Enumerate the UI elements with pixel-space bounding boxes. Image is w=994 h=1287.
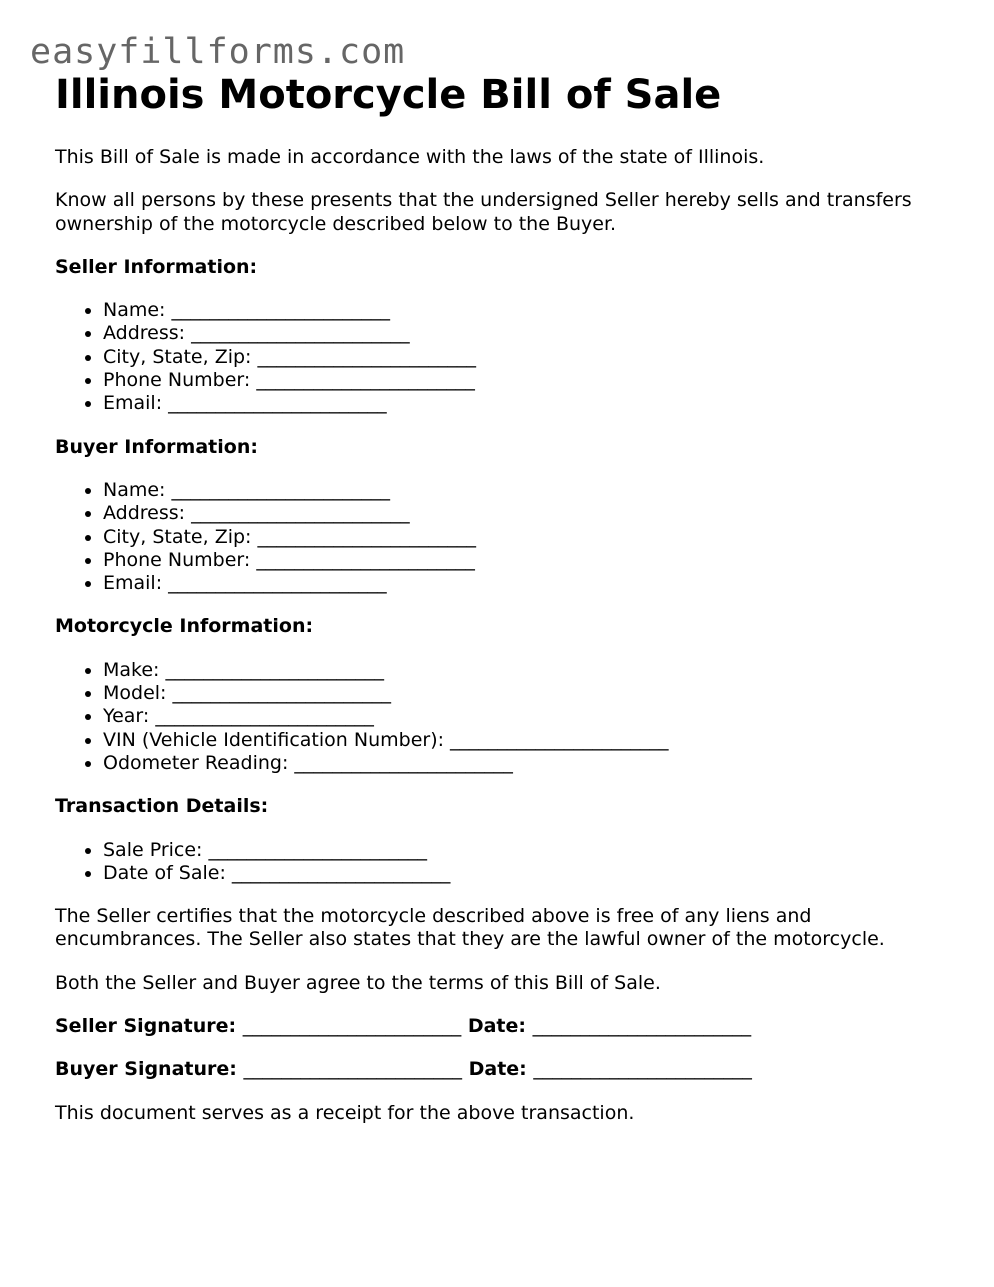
receipt-note: This document serves as a receipt for the above transaction.	[55, 1101, 635, 1124]
motorcycle-year-field: • Year: _______________________	[103, 705, 955, 728]
agreement-paragraph: Both the Seller and Buyer agree to the terms of this Bill of Sale.	[55, 971, 661, 994]
buyer-date-blank: _______________________	[533, 1058, 752, 1081]
document-page	[55, 72, 955, 1125]
motorcycle-odometer-field: • Odometer Reading: _______________________	[103, 752, 955, 775]
intro-paragraph: This Bill of Sale is made in accordance with the laws of the state of Illinois.	[55, 146, 765, 168]
buyer-phone-field: • Phone Number: _______________________	[103, 549, 955, 572]
buyer-city-state-zip-field: • City, State, Zip: _______________________	[103, 526, 955, 549]
date-of-sale-field: • Date of Sale: _______________________	[103, 862, 955, 885]
buyer-name-field: • Name: _______________________	[103, 479, 955, 502]
motorcycle-section-heading: Motorcycle Information:	[55, 615, 314, 638]
seller-date-blank: _______________________	[532, 1015, 752, 1038]
sale-price-field: • Sale Price: _______________________	[103, 839, 955, 862]
buyer-email-field: • Email: _______________________	[103, 572, 955, 595]
certification-paragraph: The Seller certifies that the motorcycle described above is free of any liens and encumbrances. The Seller also states that they are the lawful owner of the motorcycle.	[55, 905, 885, 951]
transaction-section-heading: Transaction Details:	[55, 795, 269, 818]
motorcycle-make-field: • Make: _______________________	[103, 659, 955, 682]
seller-email-field: • Email: _______________________	[103, 392, 955, 415]
seller-name-field: • Name: _______________________	[103, 299, 955, 322]
buyer-date-label: Date:	[468, 1058, 527, 1081]
motorcycle-fields-list	[55, 659, 955, 775]
buyer-section-heading: Buyer Information:	[55, 435, 258, 458]
seller-fields-list	[55, 299, 955, 415]
buyer-signature-blank: _______________________	[243, 1058, 462, 1081]
seller-address-field: • Address: _______________________	[103, 322, 955, 345]
seller-signature-label: Seller Signature:	[55, 1015, 237, 1038]
buyer-address-field: • Address: _______________________	[103, 502, 955, 525]
watermark: easyfillforms.com	[30, 32, 406, 72]
transaction-fields-list	[55, 839, 955, 886]
motorcycle-vin-field: • VIN (Vehicle Identification Number): _______________________	[103, 729, 955, 752]
transfer-statement: Know all persons by these presents that the undersigned Seller hereby sells and transfers ownership of the motorcycle described below to the Buyer.	[55, 189, 912, 235]
seller-date-label: Date:	[467, 1015, 526, 1038]
buyer-fields-list	[55, 479, 955, 595]
seller-section-heading: Seller Information:	[55, 255, 258, 278]
seller-city-state-zip-field: • City, State, Zip: _______________________	[103, 346, 955, 369]
seller-phone-field: • Phone Number: _______________________	[103, 369, 955, 392]
buyer-signature-line	[55, 1058, 955, 1081]
motorcycle-model-field: • Model: _______________________	[103, 682, 955, 705]
buyer-signature-label: Buyer Signature:	[55, 1058, 237, 1081]
seller-signature-line	[55, 1015, 955, 1038]
document-title: Illinois Motorcycle Bill of Sale	[55, 72, 722, 118]
seller-signature-blank: _______________________	[242, 1015, 462, 1038]
